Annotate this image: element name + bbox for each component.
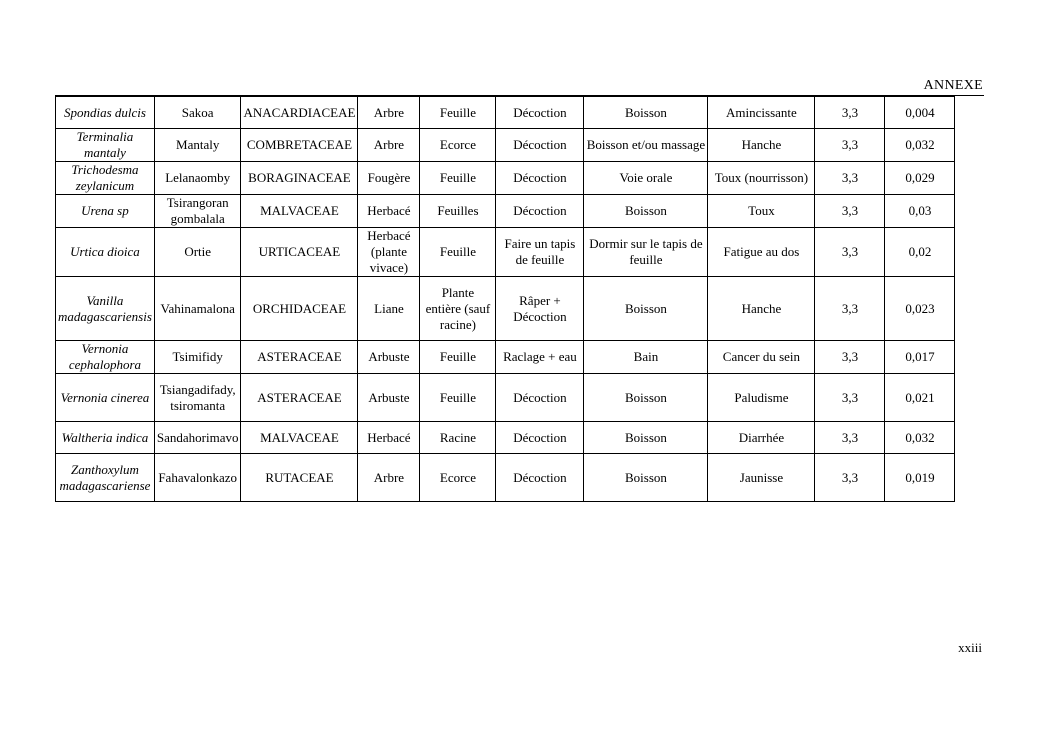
- preparation-cell: Décoction: [496, 162, 584, 195]
- value-a-cell: 3,3: [815, 374, 885, 422]
- indication-cell: Jaunisse: [708, 454, 815, 502]
- administration-cell: Boisson: [584, 277, 708, 341]
- value-b-cell: 0,004: [885, 97, 955, 129]
- type-cell: Arbre: [358, 129, 420, 162]
- preparation-cell: Décoction: [496, 422, 584, 454]
- preparation-cell: Faire un tapis de feuille: [496, 228, 584, 277]
- family-cell: BORAGINACEAE: [241, 162, 358, 195]
- administration-cell: Boisson: [584, 374, 708, 422]
- type-cell: Liane: [358, 277, 420, 341]
- part-used-cell: Feuille: [420, 162, 496, 195]
- type-cell: Herbacé (plante vivace): [358, 228, 420, 277]
- table-row: [56, 277, 955, 341]
- part-used-cell: Ecorce: [420, 454, 496, 502]
- family-cell: COMBRETACEAE: [241, 129, 358, 162]
- family-cell: MALVACEAE: [241, 422, 358, 454]
- page-header-title: ANNEXE: [923, 78, 983, 93]
- value-a-cell: 3,3: [815, 454, 885, 502]
- table-row: [56, 422, 955, 454]
- preparation-cell: Décoction: [496, 374, 584, 422]
- local-name-cell: Vahinamalona: [154, 277, 241, 341]
- administration-cell: Boisson et/ou massage: [584, 129, 708, 162]
- value-b-cell: 0,021: [885, 374, 955, 422]
- indication-cell: Toux (nourrisson): [708, 162, 815, 195]
- value-b-cell: 0,017: [885, 341, 955, 374]
- part-used-cell: Feuille: [420, 341, 496, 374]
- preparation-cell: Décoction: [496, 195, 584, 228]
- family-cell: URTICACEAE: [241, 228, 358, 277]
- part-used-cell: Feuille: [420, 228, 496, 277]
- local-name-cell: Mantaly: [154, 129, 241, 162]
- species-cell: Vernonia cinerea: [56, 374, 155, 422]
- value-b-cell: 0,032: [885, 129, 955, 162]
- part-used-cell: Ecorce: [420, 129, 496, 162]
- table-row: [56, 374, 955, 422]
- administration-cell: Dormir sur le tapis de feuille: [584, 228, 708, 277]
- species-cell: Urena sp: [56, 195, 155, 228]
- part-used-cell: Racine: [420, 422, 496, 454]
- family-cell: MALVACEAE: [241, 195, 358, 228]
- administration-cell: Boisson: [584, 97, 708, 129]
- species-cell: Urtica dioica: [56, 228, 155, 277]
- local-name-cell: Ortie: [154, 228, 241, 277]
- indication-cell: Paludisme: [708, 374, 815, 422]
- species-cell: Vernonia cephalophora: [56, 341, 155, 374]
- preparation-cell: Décoction: [496, 454, 584, 502]
- indication-cell: Fatigue au dos: [708, 228, 815, 277]
- type-cell: Arbre: [358, 454, 420, 502]
- table-row: [56, 162, 955, 195]
- table-row: [56, 228, 955, 277]
- value-a-cell: 3,3: [815, 341, 885, 374]
- type-cell: Arbre: [358, 97, 420, 129]
- type-cell: Herbacé: [358, 195, 420, 228]
- table-row: [56, 195, 955, 228]
- table-row: [56, 454, 955, 502]
- local-name-cell: Tsimifidy: [154, 341, 241, 374]
- part-used-cell: Plante entière (sauf racine): [420, 277, 496, 341]
- indication-cell: Hanche: [708, 129, 815, 162]
- preparation-cell: Râper + Décoction: [496, 277, 584, 341]
- species-cell: Zanthoxylum madagascariense: [56, 454, 155, 502]
- family-cell: ORCHIDACEAE: [241, 277, 358, 341]
- species-cell: Waltheria indica: [56, 422, 155, 454]
- type-cell: Fougère: [358, 162, 420, 195]
- local-name-cell: Lelanaomby: [154, 162, 241, 195]
- value-b-cell: 0,03: [885, 195, 955, 228]
- value-b-cell: 0,023: [885, 277, 955, 341]
- local-name-cell: Tsiangadifady, tsiromanta: [154, 374, 241, 422]
- indication-cell: Amincissante: [708, 97, 815, 129]
- administration-cell: Boisson: [584, 454, 708, 502]
- local-name-cell: Sakoa: [154, 97, 241, 129]
- value-a-cell: 3,3: [815, 129, 885, 162]
- indication-cell: Diarrhée: [708, 422, 815, 454]
- species-cell: Spondias dulcis: [56, 97, 155, 129]
- table-row: [56, 97, 955, 129]
- administration-cell: Boisson: [584, 422, 708, 454]
- preparation-cell: Décoction: [496, 97, 584, 129]
- local-name-cell: Fahavalonkazo: [154, 454, 241, 502]
- species-cell: Trichodesma zeylanicum: [56, 162, 155, 195]
- value-b-cell: 0,019: [885, 454, 955, 502]
- value-b-cell: 0,032: [885, 422, 955, 454]
- value-a-cell: 3,3: [815, 97, 885, 129]
- indication-cell: Cancer du sein: [708, 341, 815, 374]
- indication-cell: Hanche: [708, 277, 815, 341]
- species-cell: Terminalia mantaly: [56, 129, 155, 162]
- type-cell: Herbacé: [358, 422, 420, 454]
- indication-cell: Toux: [708, 195, 815, 228]
- value-a-cell: 3,3: [815, 228, 885, 277]
- table-row: [56, 129, 955, 162]
- species-cell: Vanilla madagascariensis: [56, 277, 155, 341]
- administration-cell: Bain: [584, 341, 708, 374]
- annex-table: [55, 96, 955, 502]
- value-a-cell: 3,3: [815, 277, 885, 341]
- family-cell: ANACARDIACEAE: [241, 97, 358, 129]
- value-a-cell: 3,3: [815, 195, 885, 228]
- value-b-cell: 0,029: [885, 162, 955, 195]
- type-cell: Arbuste: [358, 341, 420, 374]
- value-a-cell: 3,3: [815, 162, 885, 195]
- preparation-cell: Raclage + eau: [496, 341, 584, 374]
- family-cell: ASTERACEAE: [241, 341, 358, 374]
- table-row: [56, 341, 955, 374]
- preparation-cell: Décoction: [496, 129, 584, 162]
- page-number: xxiii: [958, 640, 982, 655]
- administration-cell: Voie orale: [584, 162, 708, 195]
- part-used-cell: Feuilles: [420, 195, 496, 228]
- type-cell: Arbuste: [358, 374, 420, 422]
- family-cell: ASTERACEAE: [241, 374, 358, 422]
- administration-cell: Boisson: [584, 195, 708, 228]
- value-b-cell: 0,02: [885, 228, 955, 277]
- value-a-cell: 3,3: [815, 422, 885, 454]
- part-used-cell: Feuille: [420, 374, 496, 422]
- part-used-cell: Feuille: [420, 97, 496, 129]
- family-cell: RUTACEAE: [241, 454, 358, 502]
- local-name-cell: Tsirangoran gombalala: [154, 195, 241, 228]
- local-name-cell: Sandahorimavo: [154, 422, 241, 454]
